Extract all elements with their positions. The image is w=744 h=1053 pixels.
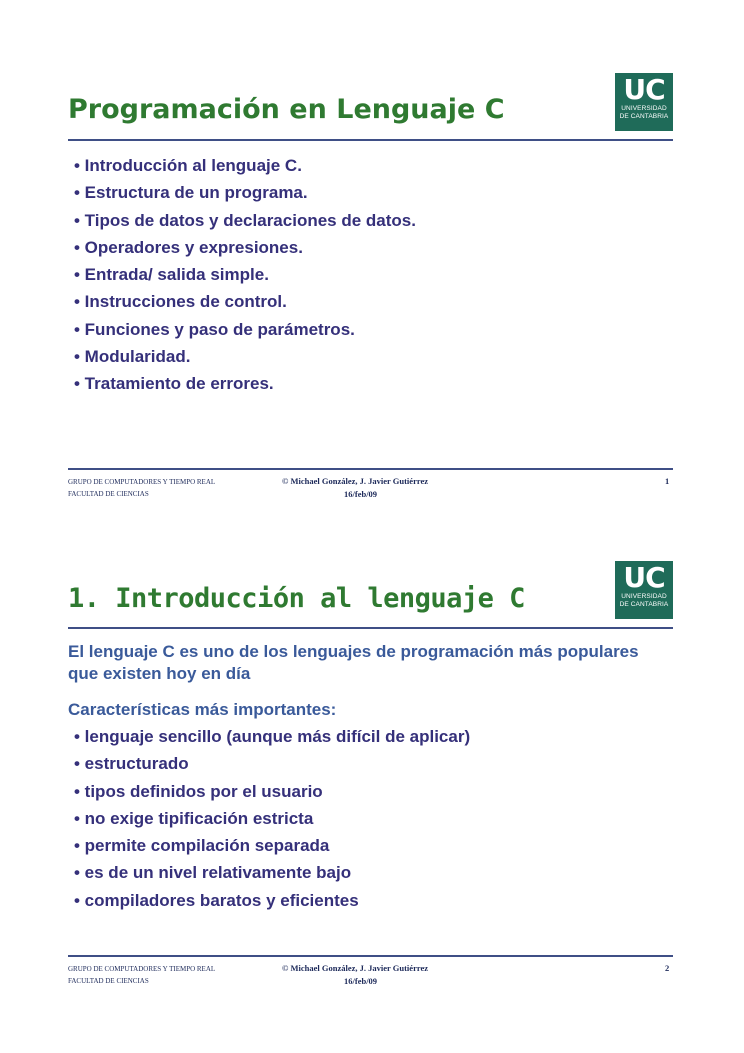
bullet-item: • tipos definidos por el usuario (74, 781, 323, 801)
bullet-item: • Modularidad. (74, 347, 191, 367)
logo-line-2: DE CANTABRIA (619, 601, 669, 608)
university-logo (615, 73, 673, 131)
footer-group: GRUPO DE COMPUTADORES Y TIEMPO REAL (68, 965, 216, 973)
footer-copyright: © Michael González, J. Javier Gutiérrez (282, 963, 429, 973)
bullet-item: • Introducción al lenguaje C. (74, 156, 302, 175)
bullet-item: • permite compilación separada (74, 836, 330, 856)
bullet-item: • estructurado (74, 754, 189, 774)
bullet-item: • Funciones y paso de parámetros. (74, 319, 355, 339)
footer-divider (68, 468, 673, 470)
logo-line-2: DE CANTABRIA (619, 113, 669, 120)
bullet-item: • Operadores y expresiones. (74, 237, 303, 257)
bullet-item: • Entrada/ salida simple. (74, 265, 269, 285)
footer-faculty: FACULTAD DE CIENCIAS (68, 977, 149, 985)
slide-title: 1. Introducción al lenguaje C (68, 583, 525, 614)
bullet-item: • es de un nivel relativamente bajo (74, 863, 352, 883)
bullet-list (74, 152, 416, 398)
footer-copyright: © Michael González, J. Javier Gutiérrez (282, 476, 429, 486)
intro-paragraph: El lenguaje C es uno de los lenguajes de programación más populares que existen hoy en día (68, 642, 639, 683)
footer-date: 16/feb/09 (344, 976, 378, 986)
footer-group: GRUPO DE COMPUTADORES Y TIEMPO REAL (68, 478, 216, 486)
bullet-item: • Instrucciones de control. (74, 292, 287, 312)
slide-2 (0, 487, 744, 1013)
bullet-list (74, 723, 470, 914)
logo-mark: UC (623, 73, 665, 106)
title-divider (68, 139, 673, 141)
bullet-item: • Tipos de datos y declaraciones de datos. (74, 210, 416, 230)
page-number: 2 (665, 963, 670, 973)
bullet-item: • compiladores baratos y eficientes (74, 890, 359, 910)
university-logo (615, 561, 673, 619)
bullet-item: • Estructura de un programa. (74, 183, 308, 203)
bullet-item: • Tratamiento de errores. (74, 374, 274, 394)
slide-title: Programación en Lenguaje C (68, 94, 505, 125)
footer-divider (68, 955, 673, 957)
title-divider (68, 627, 673, 629)
slide-1 (0, 0, 744, 526)
bullet-item: • no exige tipificación estricta (74, 808, 314, 828)
section-heading: Características más importantes: (68, 700, 337, 719)
page-number: 1 (665, 476, 670, 486)
footer-date: 16/feb/09 (344, 489, 378, 499)
bullet-item: • lenguaje sencillo (aunque más difícil de aplicar) (74, 727, 471, 746)
logo-line-1: UNIVERSIDAD (621, 105, 667, 112)
logo-line-1: UNIVERSIDAD (621, 593, 667, 600)
logo-mark: UC (623, 561, 665, 594)
footer-faculty: FACULTAD DE CIENCIAS (68, 490, 149, 498)
